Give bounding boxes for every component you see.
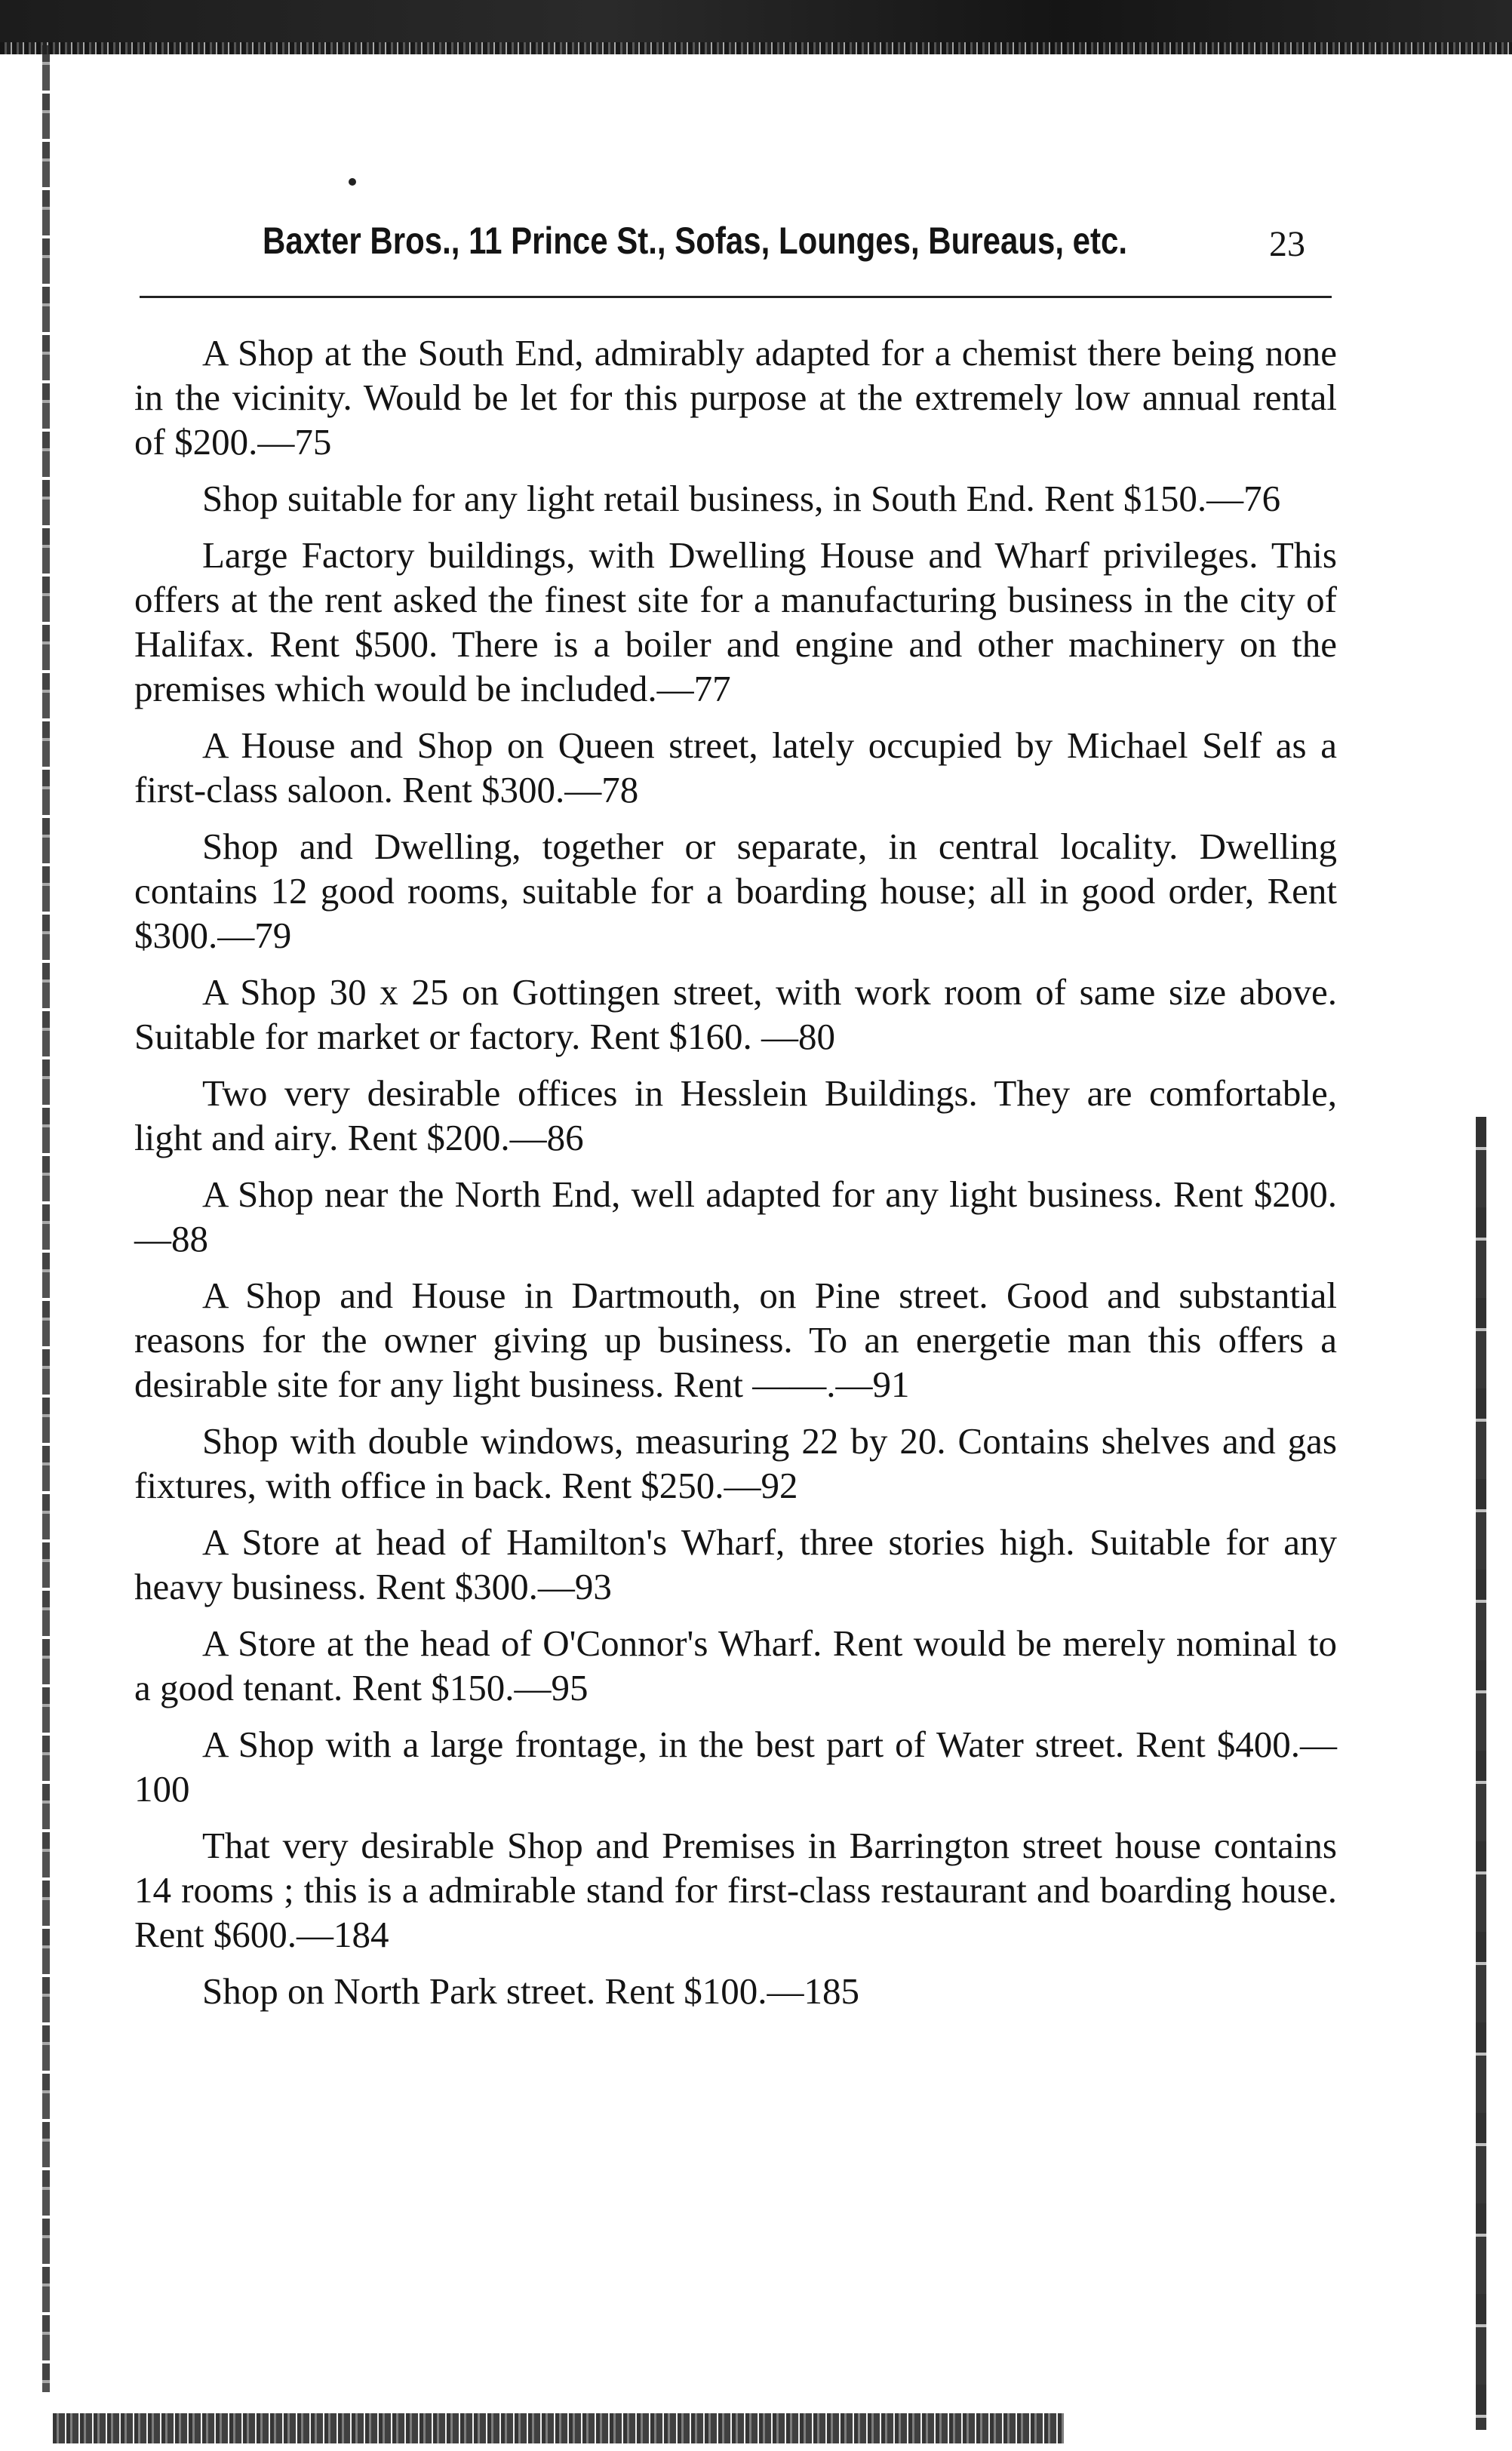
listing-entry: That very desirable Shop and Premises in Barrington street house contains 14 rooms ; this is a admirable stand for first-class restaurant and boarding house. Rent $600.—184 — [134, 1825, 1337, 1955]
listing-entry: Shop suitable for any light retail business, in South End. Rent $150.—76 — [202, 478, 1281, 519]
scan-edge-right — [1476, 1117, 1486, 2430]
listing-entry: Two very desirable offices in Hesslein Buildings. They are comfortable, light and airy. Rent $200.—86 — [134, 1072, 1337, 1158]
running-head: Baxter Bros., 11 Prince St., Sofas, Lounges, Bureaus, etc. — [263, 220, 1128, 262]
page-number: 23 — [1269, 224, 1305, 264]
listing-entry: Shop and Dwelling, together or separate, in central locality. Dwelling contains 12 good rooms, suitable for a boarding house; all in good order, Rent $300.—79 — [134, 826, 1337, 956]
listing-entry: Shop on North Park street. Rent $100.—185 — [202, 1970, 860, 2012]
listing-entry: A Shop near the North End, well adapted for any light business. Rent $200.—88 — [134, 1173, 1337, 1259]
ink-speck — [349, 178, 356, 186]
listing-entry: A Shop at the South End, admirably adapted for a chemist there being none in the vicinity. Would be let for this purpose at the extremely low annual rental of $200.—75 — [134, 332, 1337, 463]
listing-entries — [134, 331, 1337, 2025]
listing-entry: A Store at head of Hamilton's Wharf, three stories high. Suitable for any heavy business. Rent $300.—93 — [134, 1521, 1337, 1607]
listing-entry: A Shop 30 x 25 on Gottingen street, with work room of same size above. Suitable for market or factory. Rent $160. —80 — [134, 971, 1337, 1057]
header-rule — [140, 296, 1332, 298]
scan-edge-top — [0, 0, 1512, 54]
listing-entry: Shop with double windows, measuring 22 by 20. Contains shelves and gas fixtures, with office in back. Rent $250.—92 — [134, 1420, 1337, 1506]
listing-entry: Large Factory buildings, with Dwelling House and Wharf privileges. This offers at the rent asked the finest site for a manufacturing business in the city of Halifax. Rent $500. There is a boiler and engine and other machinery on the premises which would be included.—77 — [134, 534, 1337, 709]
listing-entry: A Shop and House in Dartmouth, on Pine street. Good and substantial reasons for the owner giving up business. To an energetie man this offers a desirable site for any light business. Rent ——.—91 — [134, 1275, 1337, 1405]
scan-edge-left — [42, 45, 50, 2392]
listing-entry: A Shop with a large frontage, in the best part of Water street. Rent $400.—100 — [134, 1724, 1337, 1810]
scan-edge-bottom — [53, 2413, 1064, 2443]
listing-entry: A House and Shop on Queen street, lately occupied by Michael Self as a first-class saloon. Rent $300.—78 — [134, 724, 1337, 810]
listing-entry: A Store at the head of O'Connor's Wharf. Rent would be merely nominal to a good tenant. Rent $150.—95 — [134, 1622, 1337, 1708]
